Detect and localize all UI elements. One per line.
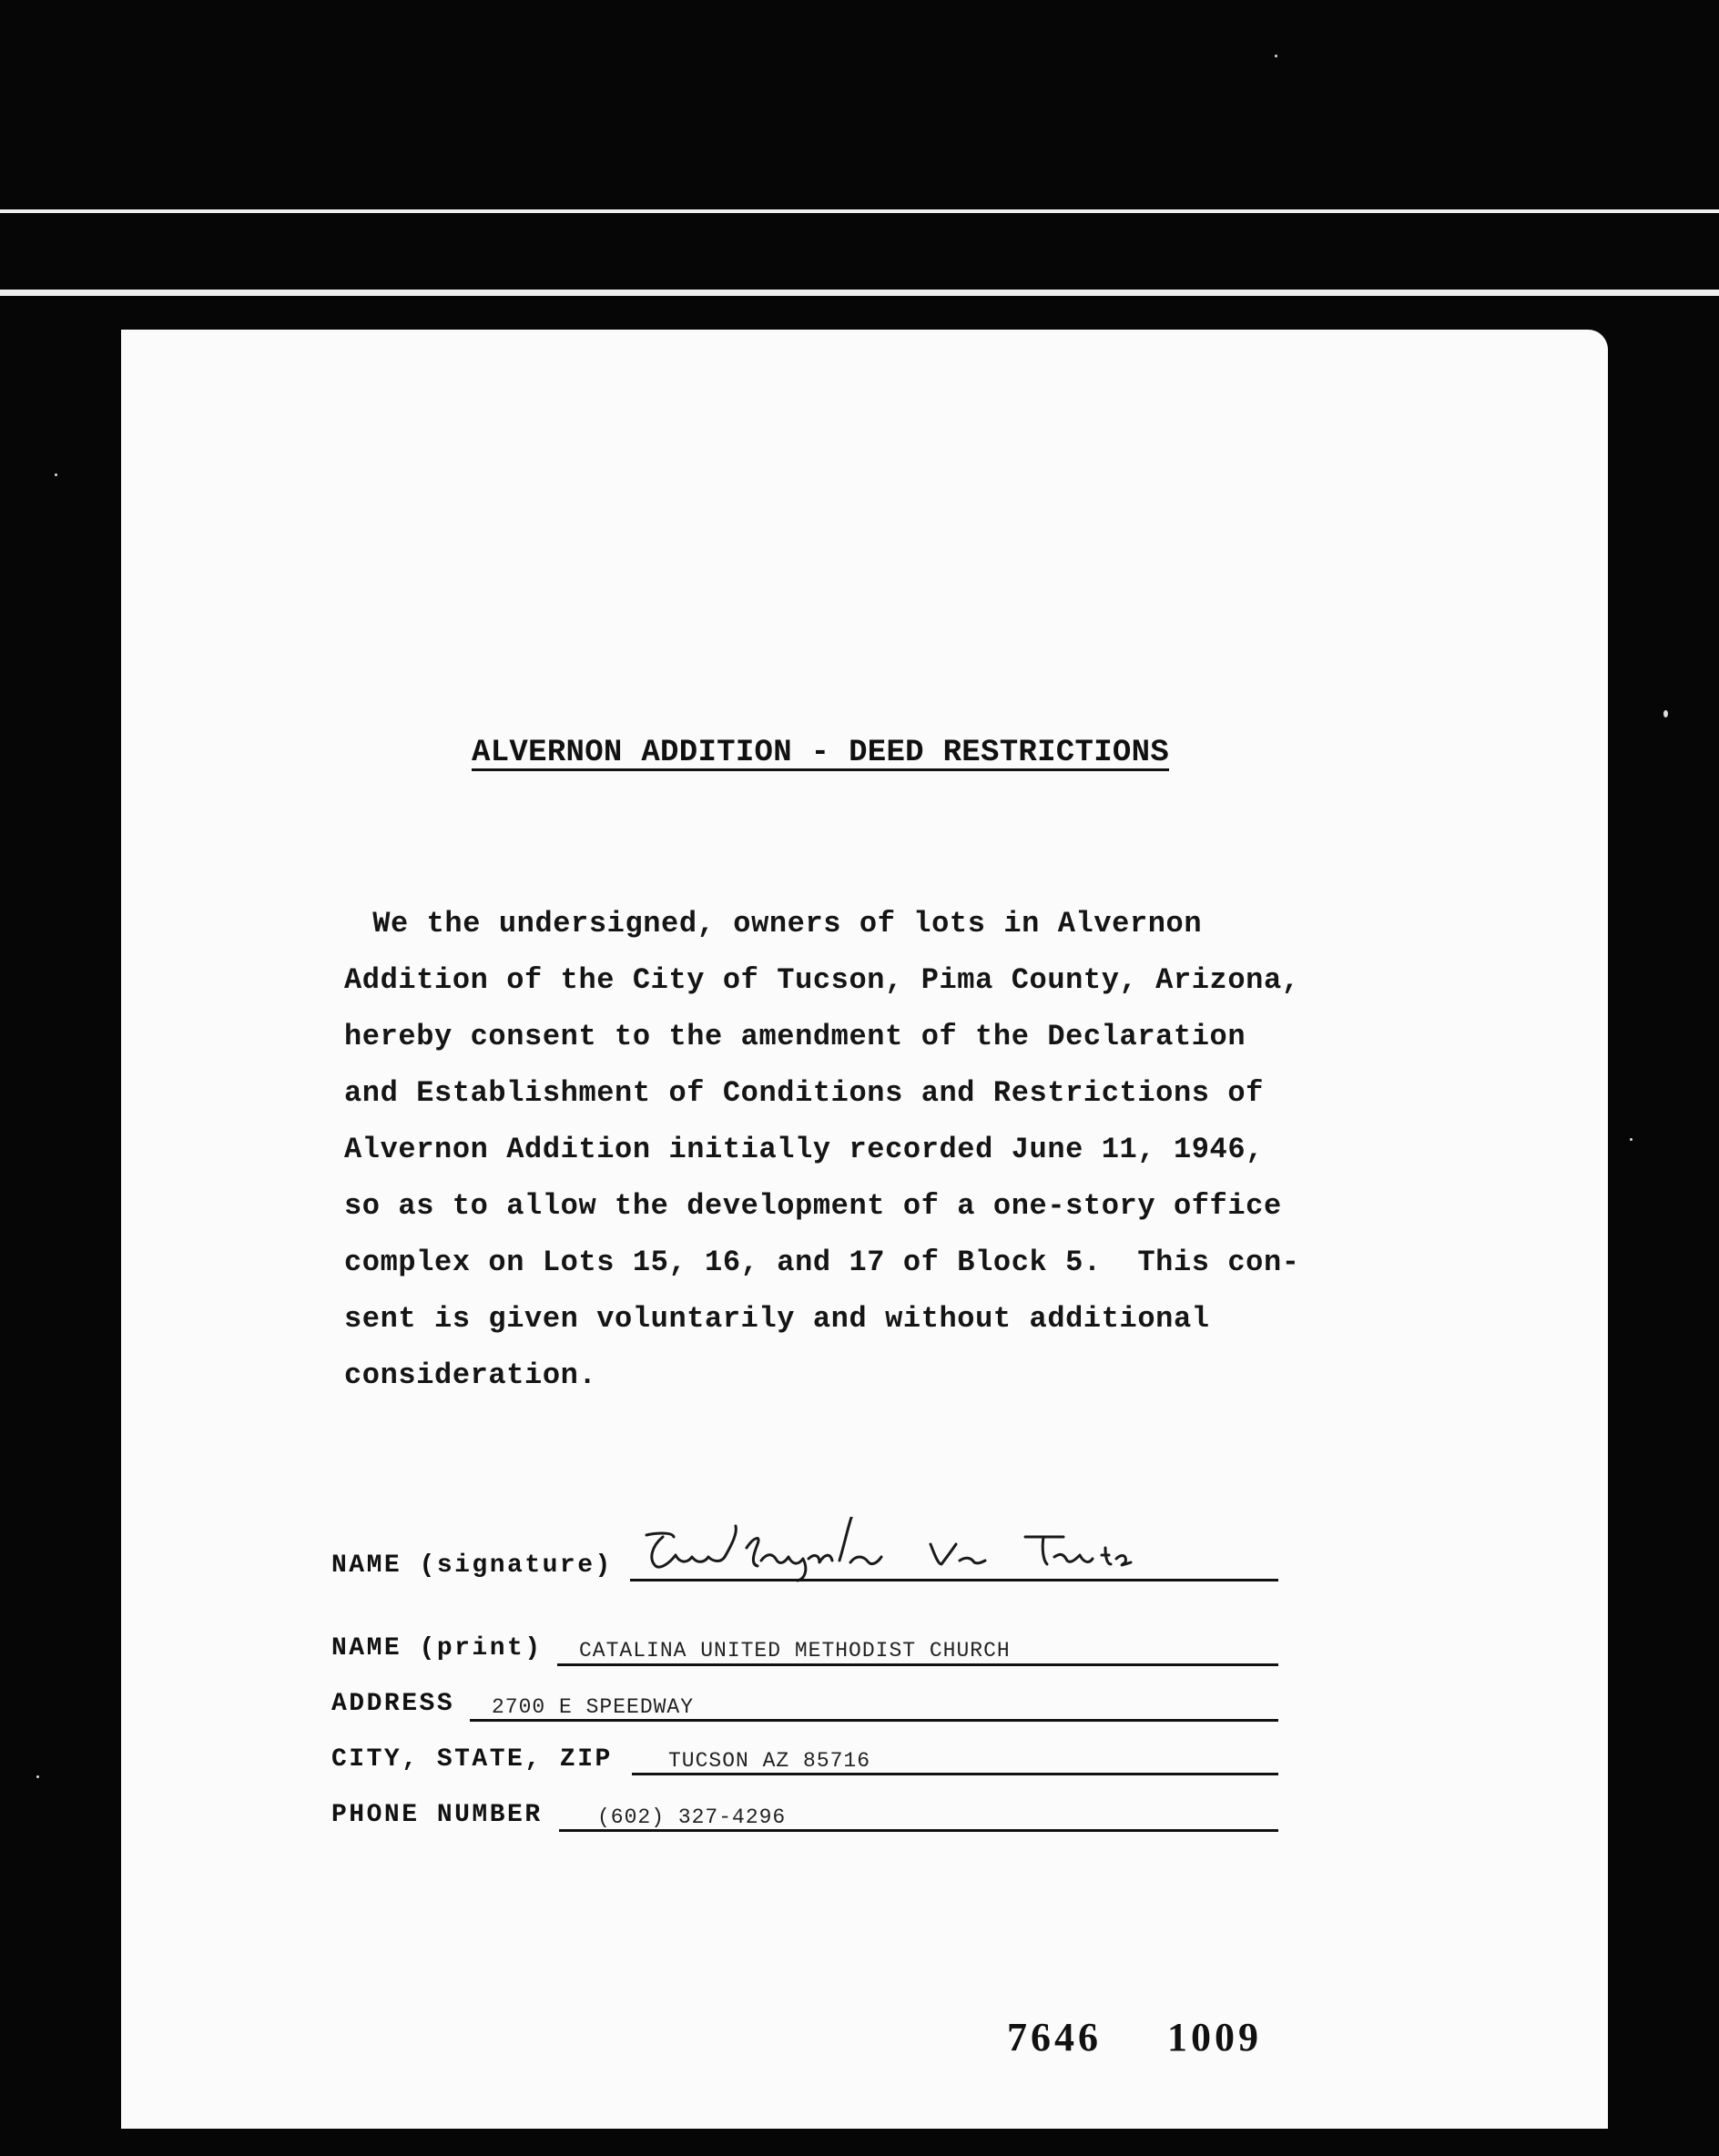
body-line: consideration. <box>344 1358 597 1392</box>
phone-line <box>559 1829 1278 1832</box>
phone-label: PHONE NUMBER <box>331 1801 543 1829</box>
signature-line <box>630 1579 1278 1581</box>
scan-speck <box>36 1775 39 1778</box>
phone-value: (602) 327-4296 <box>597 1805 787 1829</box>
scanner-line-top <box>0 209 1719 213</box>
city-state-zip-label: CITY, STATE, ZIP <box>331 1745 613 1774</box>
print-name-value: CATALINA UNITED METHODIST CHURCH <box>579 1639 1011 1663</box>
print-name-label: NAME (print) <box>331 1634 543 1663</box>
address-label: ADDRESS <box>331 1690 455 1718</box>
city-state-zip-value: TUCSON AZ 85716 <box>668 1749 871 1773</box>
document-title: ALVERNON ADDITION - DEED RESTRICTIONS <box>472 736 1170 770</box>
scan-speck <box>1275 55 1277 57</box>
scan-speck <box>55 473 57 476</box>
body-line: hereby consent to the amendment of the Declaration <box>344 1020 1246 1053</box>
body-line: so as to allow the development of a one-story office <box>344 1189 1282 1223</box>
body-line: Alvernon Addition initially recorded June 11, 1946, <box>344 1133 1264 1166</box>
scan-speck <box>1630 1138 1633 1141</box>
document-number-left: 7646 <box>1007 2015 1102 2059</box>
print-name-line <box>557 1663 1278 1666</box>
body-line: We the undersigned, owners of lots in Alvernon <box>300 907 1203 941</box>
scan-speck <box>1663 710 1668 717</box>
document-number-right: 1009 <box>1167 2015 1262 2059</box>
address-line <box>470 1719 1278 1722</box>
body-line: complex on Lots 15, 16, and 17 of Block 5. This con- <box>344 1246 1300 1279</box>
address-value: 2700 E SPEEDWAY <box>492 1695 695 1719</box>
signature-label: NAME (signature) <box>331 1551 613 1580</box>
body-line: sent is given voluntarily and without additional <box>344 1302 1210 1336</box>
city-state-zip-line <box>632 1773 1278 1775</box>
handwritten-signature <box>519 1517 1138 1584</box>
body-line: and Establishment of Conditions and Restrictions of <box>344 1076 1264 1110</box>
scanner-line-bottom <box>0 290 1719 296</box>
document-sheet <box>121 330 1608 2129</box>
body-line: Addition of the City of Tucson, Pima County, Arizona, <box>344 963 1300 997</box>
